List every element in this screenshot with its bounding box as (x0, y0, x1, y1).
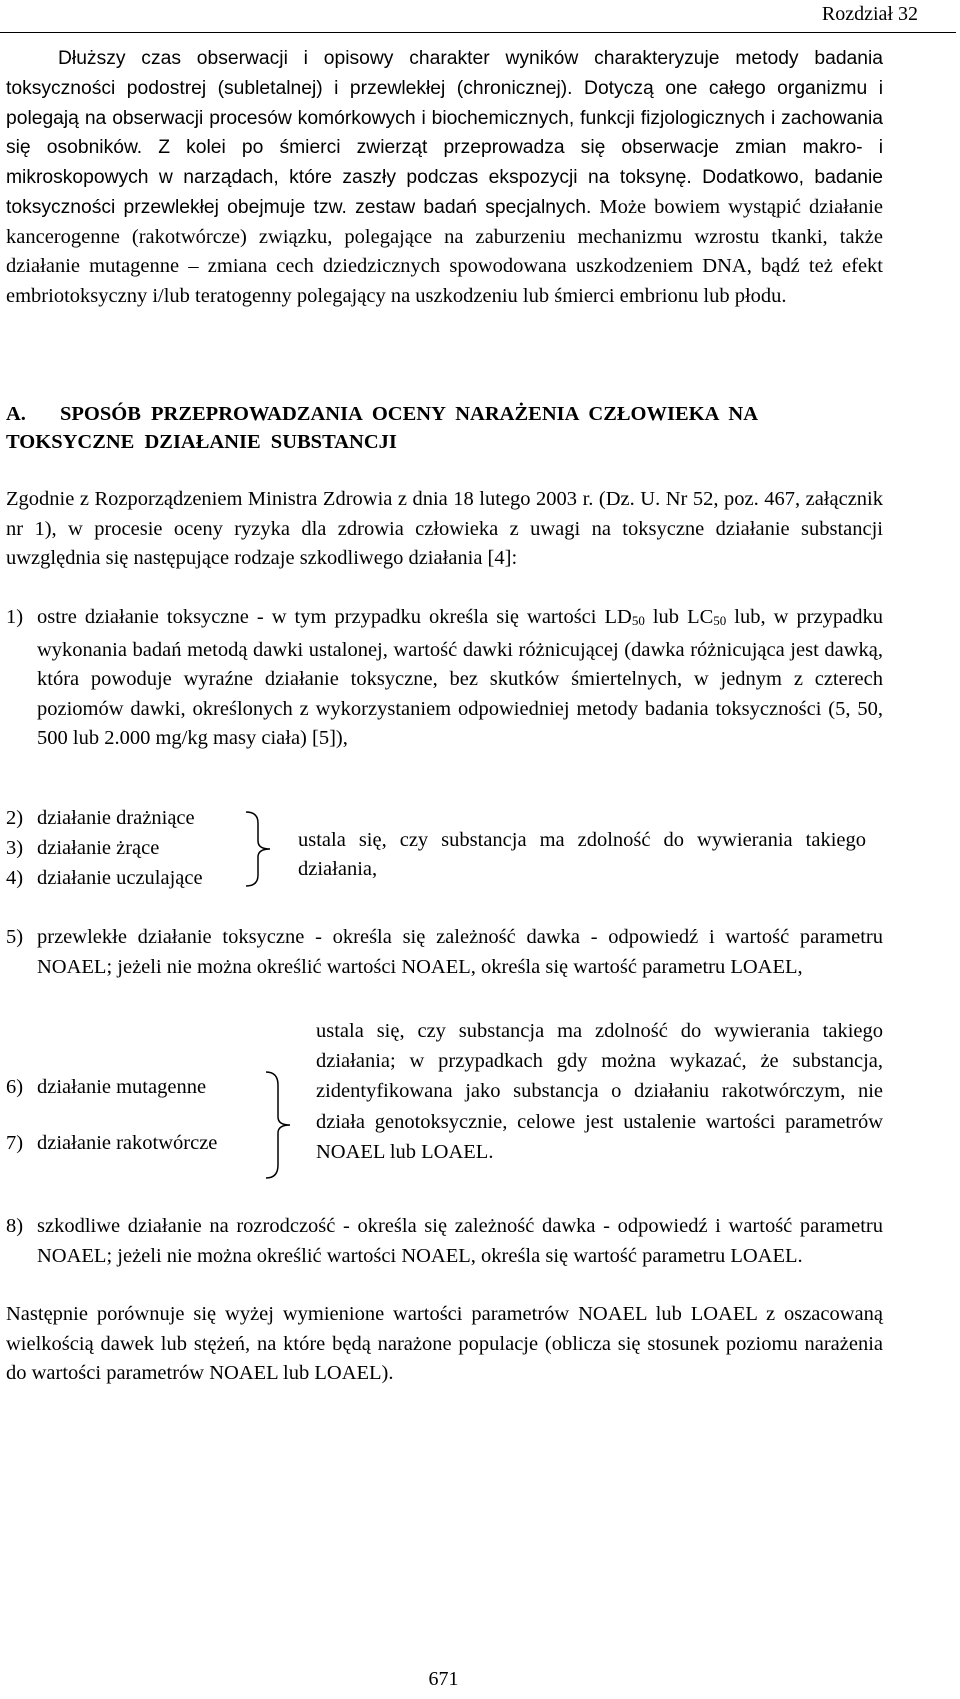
list-item-4 (6, 864, 203, 894)
list-item-2 (6, 804, 195, 834)
list-item-5 (6, 923, 883, 982)
chapter-header: Rozdział 32 (821, 3, 918, 25)
list-item-number: 6) (6, 1076, 24, 1098)
list-item-3 (6, 834, 159, 864)
list-item-8 (6, 1212, 883, 1271)
list-item-text: przewlekłe działanie toksyczne - określa się zależność dawka - odpowiedź i wartość parametru NOAEL; jeżeli nie można określić wartości NOAEL, określa się wartość parametru LOAEL, (37, 926, 883, 978)
item1-subscript-b: 50 (713, 613, 727, 628)
list-item-text: działanie mutagenne (37, 1076, 207, 1098)
list-item-number: 7) (6, 1132, 24, 1154)
item1-text-b: lub LC (644, 606, 714, 628)
item1-text-a: ostre działanie toksyczne - w tym przypadku określa się wartości LD (37, 606, 632, 628)
list-item-number: 5) (6, 926, 24, 948)
right-brace-icon (262, 1071, 292, 1179)
group1-note: ustala się, czy substancja ma zdolność do wywierania takiego działania, (298, 829, 866, 880)
list-item-text: działanie rakotwórcze (37, 1132, 218, 1154)
list-item-text (37, 603, 883, 754)
right-brace-icon (242, 811, 272, 887)
section-label: A. (6, 403, 26, 425)
list-item-number: 3) (6, 837, 24, 859)
list-item-text: szkodliwe działanie na rozrodczość - określa się zależność dawka - odpowiedź i wartość parametru NOAEL; jeżeli nie można określić wartości NOAEL, określa się wartość parametru LOAEL. (37, 1215, 883, 1267)
list-item-text: działanie drażniące (37, 807, 195, 829)
closing-paragraph: Następnie porównuje się wyżej wymienione wartości parametrów NOAEL lub LOAEL z oszacowaną wielkością dawek lub stężeń, na które będą narażone populacje (oblicza się stosunek poziomu narażenia do wartości parametrów NOAEL lub LOAEL). (6, 1303, 883, 1385)
section-title: SPOSÓB PRZEPROWADZANIA OCENY NARAŻENIA CZŁOWIEKA NA TOKSYCZNE DZIAŁANIE SUBSTANCJI (6, 403, 757, 453)
list-item-text: działanie żrące (37, 837, 160, 859)
list-item-number: 1) (6, 606, 24, 628)
section-heading (6, 400, 883, 456)
page-number: 671 (428, 1668, 459, 1690)
item1-subscript-a: 50 (631, 613, 645, 628)
lead-paragraph: Zgodnie z Rozporządzeniem Ministra Zdrowia z dnia 18 lutego 2003 r. (Dz. U. Nr 52, poz. 467, załącznik nr 1), w procesie oceny ryzyka dla zdrowia człowieka z uwagi na toksyczne działanie substancji uwzględnia się następujące rodzaje szkodliwego działania [4]: (6, 488, 883, 570)
intro-paragraph (6, 44, 883, 312)
list-item-7 (6, 1129, 217, 1159)
list-item-6 (6, 1073, 206, 1103)
list-item-text: działanie uczulające (37, 867, 203, 889)
intro-serif-text: Może bowiem wystąpić działanie kancerogenne (rakotwórcze) związku, polegające na zaburzeniu mechanizmu wzrostu tkanki, także działanie mutagenne – zmiana cech dziedzicznych spowodowana uszkodzeniem DNA, bądź też efekt embriotoksyczny i/lub teratogenny polegający na uszkodzeniu lub śmierci embrionu lub płodu. (6, 195, 884, 308)
list-item-number: 8) (6, 1215, 24, 1237)
list-item-number: 2) (6, 807, 24, 829)
header-rule (0, 32, 956, 33)
list-item-1 (6, 603, 883, 754)
item1-text-c: lub, w przypadku wykonania badań metodą dawki ustalonej, wartość dawki różnicującej (dawka różnicująca jest dawką, która powoduje wyraźne działanie toksyczne, bez skutków śmiertelnych, w jednym z czterech poziomów dawki, określonych z wykorzystaniem odpowiedniej metody badania toksyczności (5, 50, 500 lub 2.000 mg/kg masy ciała) [5]), (37, 606, 883, 750)
group2-note: ustala się, czy substancja ma zdolność do wywierania takiego działania; w przypadkach gdy można wykazać, że substancja, zidentyfikowana jako substancja o działaniu rakotwórczym, nie działa genotoksycznie, celowe jest ustalenie wartości parametrów NOAEL lub LOAEL. (316, 1020, 883, 1163)
intro-sans-text: Dłuższy czas obserwacji i opisowy charakter wyników charakteryzuje metody badania toksyczności podostrej (subletalnej) i przewlekłej (chronicznej). Dotyczą one całego organizmu i polegają na obserwacji procesów komórkowych i biochemicznych, funkcji fizjologicznych i zachowania się osobników. Z kolei po śmierci zwierząt przeprowadza się obserwacje zmian makro- i mikroskopowych w narządach, które zaszły podczas ekspozycji na toksynę. Dodatkowo, badanie toksyczności przewlekłej obejmuje tzw. zestaw badań specjalnych. (6, 48, 883, 218)
list-item-number: 4) (6, 867, 24, 889)
